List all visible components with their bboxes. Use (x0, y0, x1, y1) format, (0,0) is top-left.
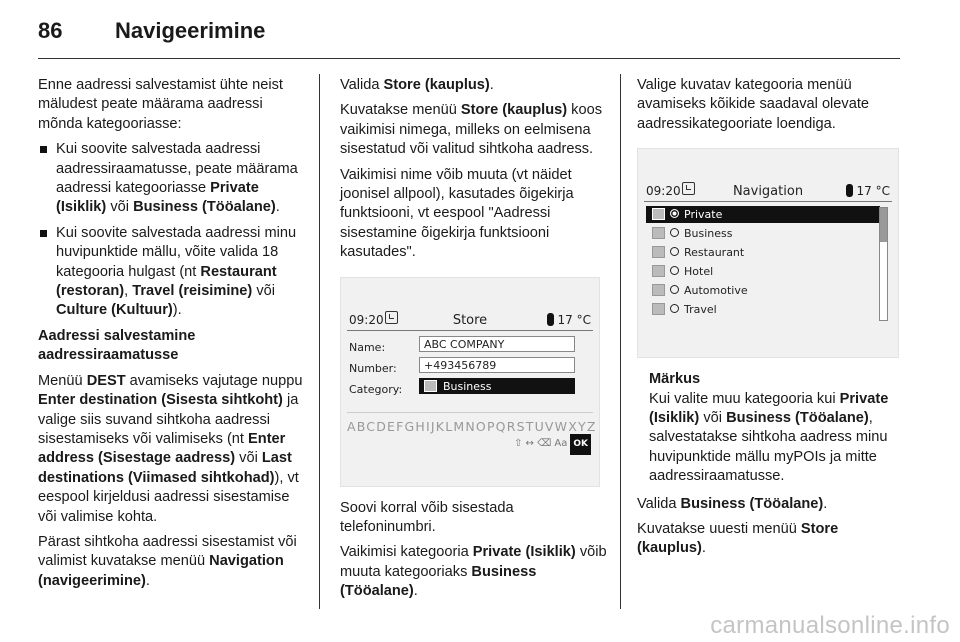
category-icon (652, 208, 665, 220)
thermometer-icon (547, 313, 554, 326)
note-text: Kui valite muu kategooria kui Private (Isiklik) või Business (Tööalane), salvestatakse sihtkoha aadress minu huvipunktide mällu myPOIs ja mitte aadressiraamatusse. (649, 390, 889, 485)
category-item-private[interactable]: Private (646, 206, 880, 223)
section-subheading: Aadressi salvestamine aadressiraamatusse (38, 327, 196, 364)
radio-selected-icon (670, 209, 679, 218)
radio-icon (670, 247, 679, 256)
bullet-item: Kui soovite salvestada aadressi minu huvipunktide mällu, võite valida 18 kategooria hulgast (nt Restaurant (restoran), Travel (reisimine) või Culture (Kultuur)). (38, 224, 308, 321)
page-number: 86 (38, 18, 63, 43)
category-icon (652, 227, 665, 239)
category-item-travel[interactable]: Travel (646, 301, 880, 318)
header-rule (38, 58, 900, 59)
paragraph: Valida Store (kauplus). (340, 77, 494, 93)
name-label: Name: (349, 340, 386, 354)
column-3 (637, 76, 902, 565)
column-divider-1 (319, 74, 320, 609)
radio-icon (670, 228, 679, 237)
number-label: Number: (349, 361, 397, 375)
bullet-item: Kui soovite salvestada aadressi aadressiraamatusse, peate määrama aadressi kategooriasse Private (Isiklik) või Business (Tööalane). (38, 140, 308, 218)
temperature: 17 °C (846, 182, 890, 201)
column-1 (38, 76, 308, 597)
paragraph: Valige kuvatav kategooria menüü avamiseks kõikide saadaval olevate aadressikategooriate loendiga. (637, 77, 870, 132)
paragraph: Vaikimisi nime võib muuta (vt näidet joonisel allpool), kasutades õigekirja funktsiooni, vt eespool "Aadressi sisestamine õigekirja funktsiooni kasutades". (340, 166, 574, 261)
category-icon (652, 284, 665, 296)
nav-status-bar (644, 179, 892, 202)
category-item-business[interactable]: Business (646, 225, 880, 242)
radio-icon (670, 304, 679, 313)
intro-text: Enne aadressi salvestamist ühte neist mäludest peate määrama aadressi mõnda kategooriasse: (38, 77, 283, 132)
store-status-bar (347, 308, 593, 331)
category-label: Category: (349, 382, 403, 396)
temperature: 17 °C (547, 311, 591, 330)
bullet-square-icon (40, 146, 47, 153)
store-screen (340, 277, 600, 487)
column-2 (340, 76, 608, 608)
paragraph: Vaikimisi kategooria Private (Isiklik) võib muuta kategooriaks Business (Tööalane). (340, 544, 607, 600)
navigation-screen (637, 148, 899, 358)
screen-title: Navigation (732, 184, 804, 200)
note-heading: Märkus (649, 371, 701, 388)
radio-icon (670, 266, 679, 275)
paragraph: Valida Business (Tööalane). (637, 495, 828, 512)
bullet-square-icon (40, 230, 47, 237)
category-item-restaurant[interactable]: Restaurant (646, 244, 880, 261)
thermometer-icon (846, 184, 853, 197)
business-category-icon (424, 380, 437, 392)
list-scrollbar[interactable] (879, 207, 888, 321)
watermark: carmanualsonline.info (710, 612, 950, 639)
paragraph: Pärast sihtkoha aadressi sisestamist või valimist kuvatakse menüü Navigation (navigeerimine). (38, 533, 297, 589)
note-box (649, 370, 902, 486)
name-field[interactable]: ABC COMPANY (419, 336, 575, 352)
scrollbar-thumb[interactable] (880, 208, 887, 242)
category-item-hotel[interactable]: Hotel (646, 263, 880, 280)
paragraph: Menüü DEST avamiseks vajutage nuppu Enter destination (Sisesta sihtkoht) ja valige siis suvand sihtkoha aadressi sisestamiseks või valimiseks (nt Enter address (Sisestage aadress) või Last destinations (Viimased sihtkohad)), vt eespool kirjeldusi aadressi sisestamise või valimise kohta. (38, 372, 303, 525)
number-field[interactable]: +493456789 (419, 357, 575, 373)
column-divider-2 (620, 74, 621, 609)
paragraph: Kuvatakse uuesti menüü Store (kauplus). (637, 521, 839, 557)
category-icon (652, 246, 665, 258)
speller-keyboard[interactable]: ABCDEFGHIJKLMNOPQRSTUVWXYZ (347, 412, 593, 436)
ok-button[interactable]: OK (570, 434, 591, 455)
category-icon (652, 303, 665, 315)
radio-icon (670, 285, 679, 294)
speller-controls[interactable]: ⇧ ↔ ⌫ Aa OK (514, 434, 591, 455)
paragraph: Soovi korral võib sisestada telefoninumbri. (340, 499, 514, 536)
category-icon (652, 265, 665, 277)
screen-title: Store (452, 312, 488, 328)
clock-time: 09:20 (349, 312, 384, 327)
page-title: Navigeerimine (115, 18, 266, 43)
category-field[interactable]: Business (419, 378, 575, 394)
category-item-automotive[interactable]: Automotive (646, 282, 880, 299)
clock-time: 09:20 (646, 184, 681, 199)
paragraph: Kuvatakse menüü Store (kauplus) koos vaikimisi nimega, milleks on eelmisena sisestatud või valitud sihtkoha aadress. (340, 102, 603, 158)
